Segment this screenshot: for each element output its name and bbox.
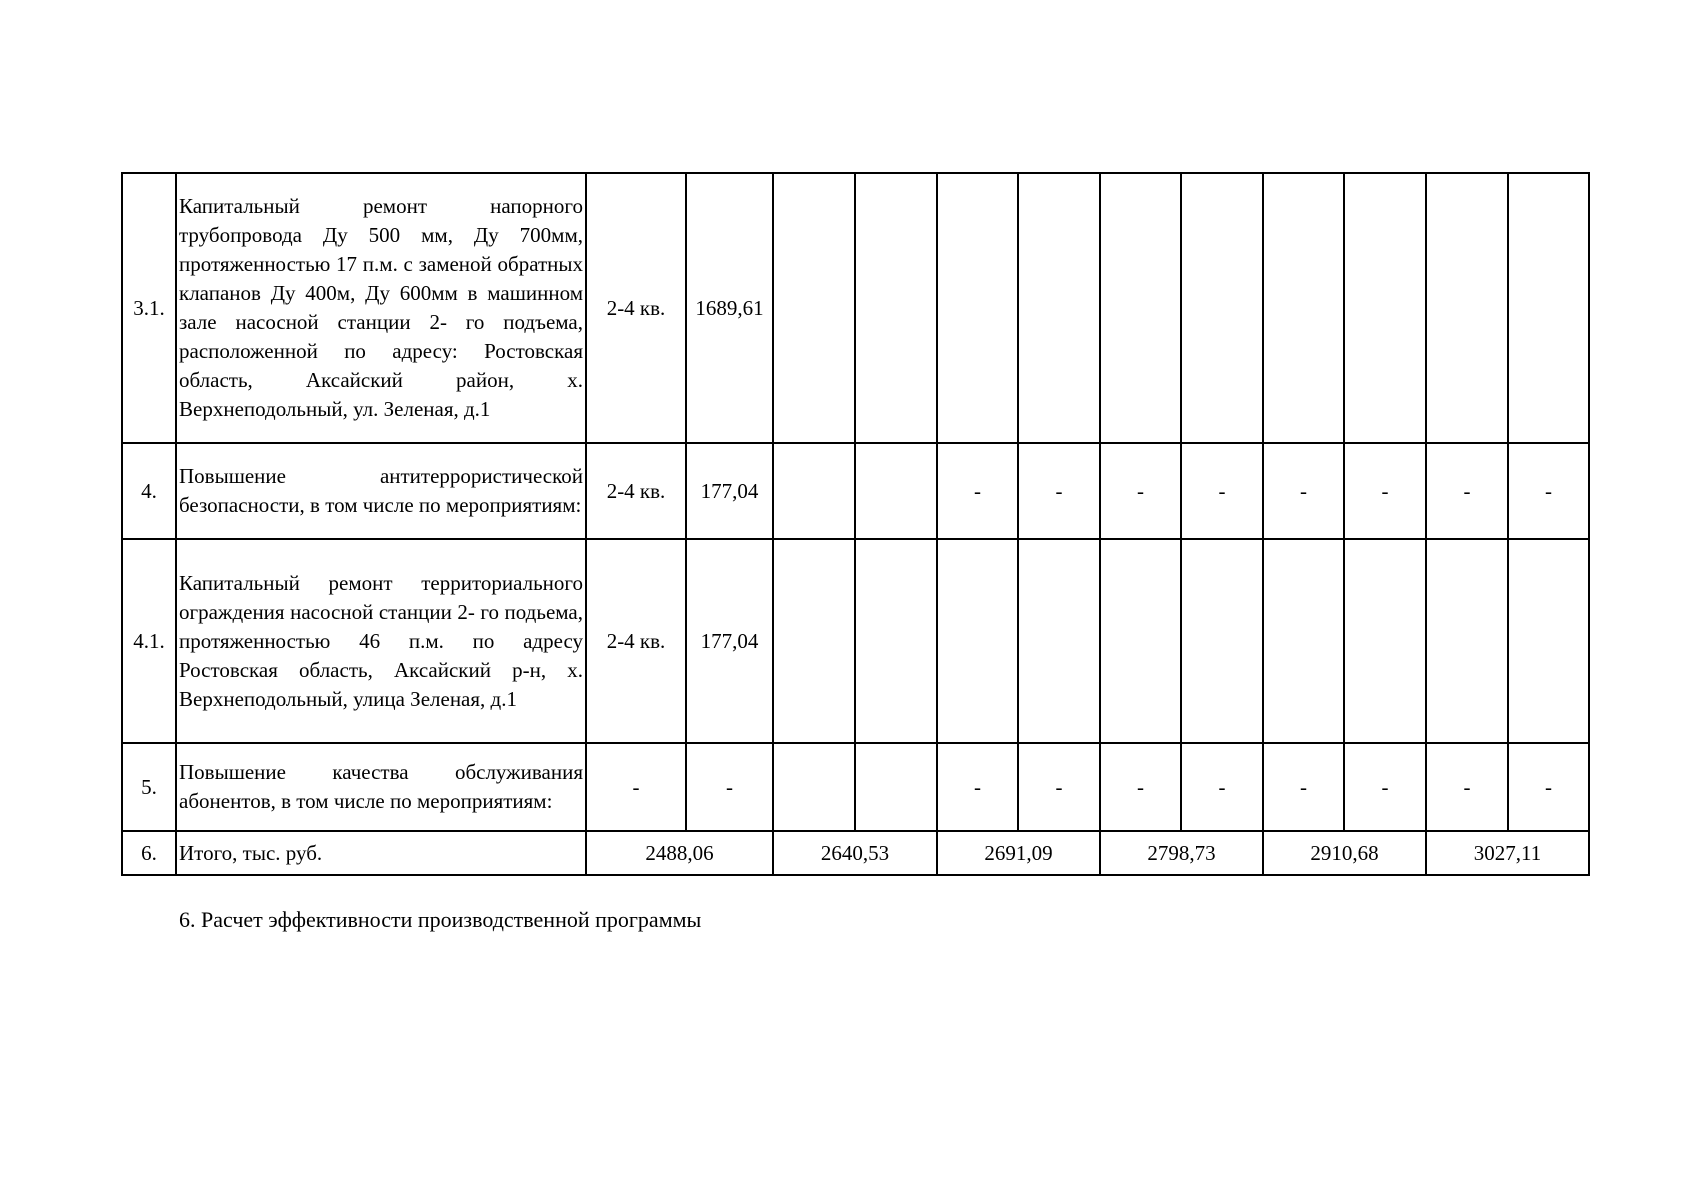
table-cell: - xyxy=(1018,743,1100,831)
row-description: Повышение качества обслуживания абонентов, в том числе по мероприятиям: xyxy=(176,743,586,831)
row-number: 3.1. xyxy=(122,173,176,443)
table-cell xyxy=(1100,173,1181,443)
total-value: 3027,11 xyxy=(1426,831,1589,875)
table-cell: - xyxy=(1508,443,1589,539)
table-row xyxy=(122,539,1589,743)
table-cell: - xyxy=(937,443,1018,539)
total-value: 2640,53 xyxy=(773,831,937,875)
table-cell: - xyxy=(1181,443,1263,539)
row-period: 2-4 кв. xyxy=(586,173,686,443)
table-row xyxy=(122,443,1589,539)
table-cell xyxy=(773,443,855,539)
total-label: Итого, тыс. руб. xyxy=(176,831,586,875)
row-number: 6. xyxy=(122,831,176,875)
row-amount: - xyxy=(686,743,773,831)
table-cell xyxy=(1018,173,1100,443)
table-cell: - xyxy=(1344,743,1426,831)
table-cell: - xyxy=(1426,743,1508,831)
table-cell: - xyxy=(1263,443,1344,539)
table-cell xyxy=(1508,173,1589,443)
table-cell: - xyxy=(1018,443,1100,539)
table-cell: - xyxy=(1426,443,1508,539)
row-amount: 1689,61 xyxy=(686,173,773,443)
table-cell: - xyxy=(1100,743,1181,831)
table-cell: - xyxy=(1344,443,1426,539)
table-cell xyxy=(1426,539,1508,743)
table-cell: - xyxy=(1100,443,1181,539)
table-cell xyxy=(1344,539,1426,743)
table-cell: - xyxy=(937,743,1018,831)
row-number: 4.1. xyxy=(122,539,176,743)
table-cell xyxy=(1263,173,1344,443)
row-description: Капитальный ремонт территориального ограждения насосной станции 2- го подьема, протяженностью 46 п.м. по адресу Ростовская область, Аксайский р-н, х. Верхнеподольный, улица Зеленая, д.1 xyxy=(176,539,586,743)
total-row xyxy=(122,831,1589,875)
row-description: Капитальный ремонт напорного трубопровода Ду 500 мм, Ду 700мм, протяженностью 17 п.м. с заменой обратных клапанов Ду 400м, Ду 600мм в машинном зале насосной станции 2- го подъема, расположенной по адресу: Ростовская область, Аксайский район, х. Верхнеподольный, ул. Зеленая, д.1 xyxy=(176,173,586,443)
row-amount: 177,04 xyxy=(686,539,773,743)
table-cell xyxy=(773,539,855,743)
table-row xyxy=(122,173,1589,443)
table-cell xyxy=(855,443,937,539)
table-cell: - xyxy=(1181,743,1263,831)
section-heading: 6. Расчет эффективности производственной программы xyxy=(179,907,702,932)
table-cell xyxy=(1263,539,1344,743)
table-cell xyxy=(773,743,855,831)
table-cell xyxy=(1508,539,1589,743)
row-period: 2-4 кв. xyxy=(586,443,686,539)
row-period: - xyxy=(586,743,686,831)
table-cell xyxy=(1426,173,1508,443)
table-cell xyxy=(1181,539,1263,743)
total-value: 2488,06 xyxy=(586,831,773,875)
table-cell xyxy=(855,173,937,443)
table-cell xyxy=(773,173,855,443)
table-cell: - xyxy=(1508,743,1589,831)
table-cell: - xyxy=(1263,743,1344,831)
table-cell xyxy=(1018,539,1100,743)
table-cell xyxy=(1181,173,1263,443)
row-number: 5. xyxy=(122,743,176,831)
table-cell xyxy=(1100,539,1181,743)
table-cell xyxy=(855,539,937,743)
row-description: Повышение антитеррористической безопасности, в том числе по мероприятиям: xyxy=(176,443,586,539)
table-row xyxy=(122,743,1589,831)
row-amount: 177,04 xyxy=(686,443,773,539)
table-cell xyxy=(1344,173,1426,443)
table-cell xyxy=(937,173,1018,443)
row-number: 4. xyxy=(122,443,176,539)
table-cell xyxy=(855,743,937,831)
row-period: 2-4 кв. xyxy=(586,539,686,743)
table-cell xyxy=(937,539,1018,743)
total-value: 2691,09 xyxy=(937,831,1100,875)
total-value: 2798,73 xyxy=(1100,831,1263,875)
production-program-table xyxy=(121,172,1590,876)
total-value: 2910,68 xyxy=(1263,831,1426,875)
